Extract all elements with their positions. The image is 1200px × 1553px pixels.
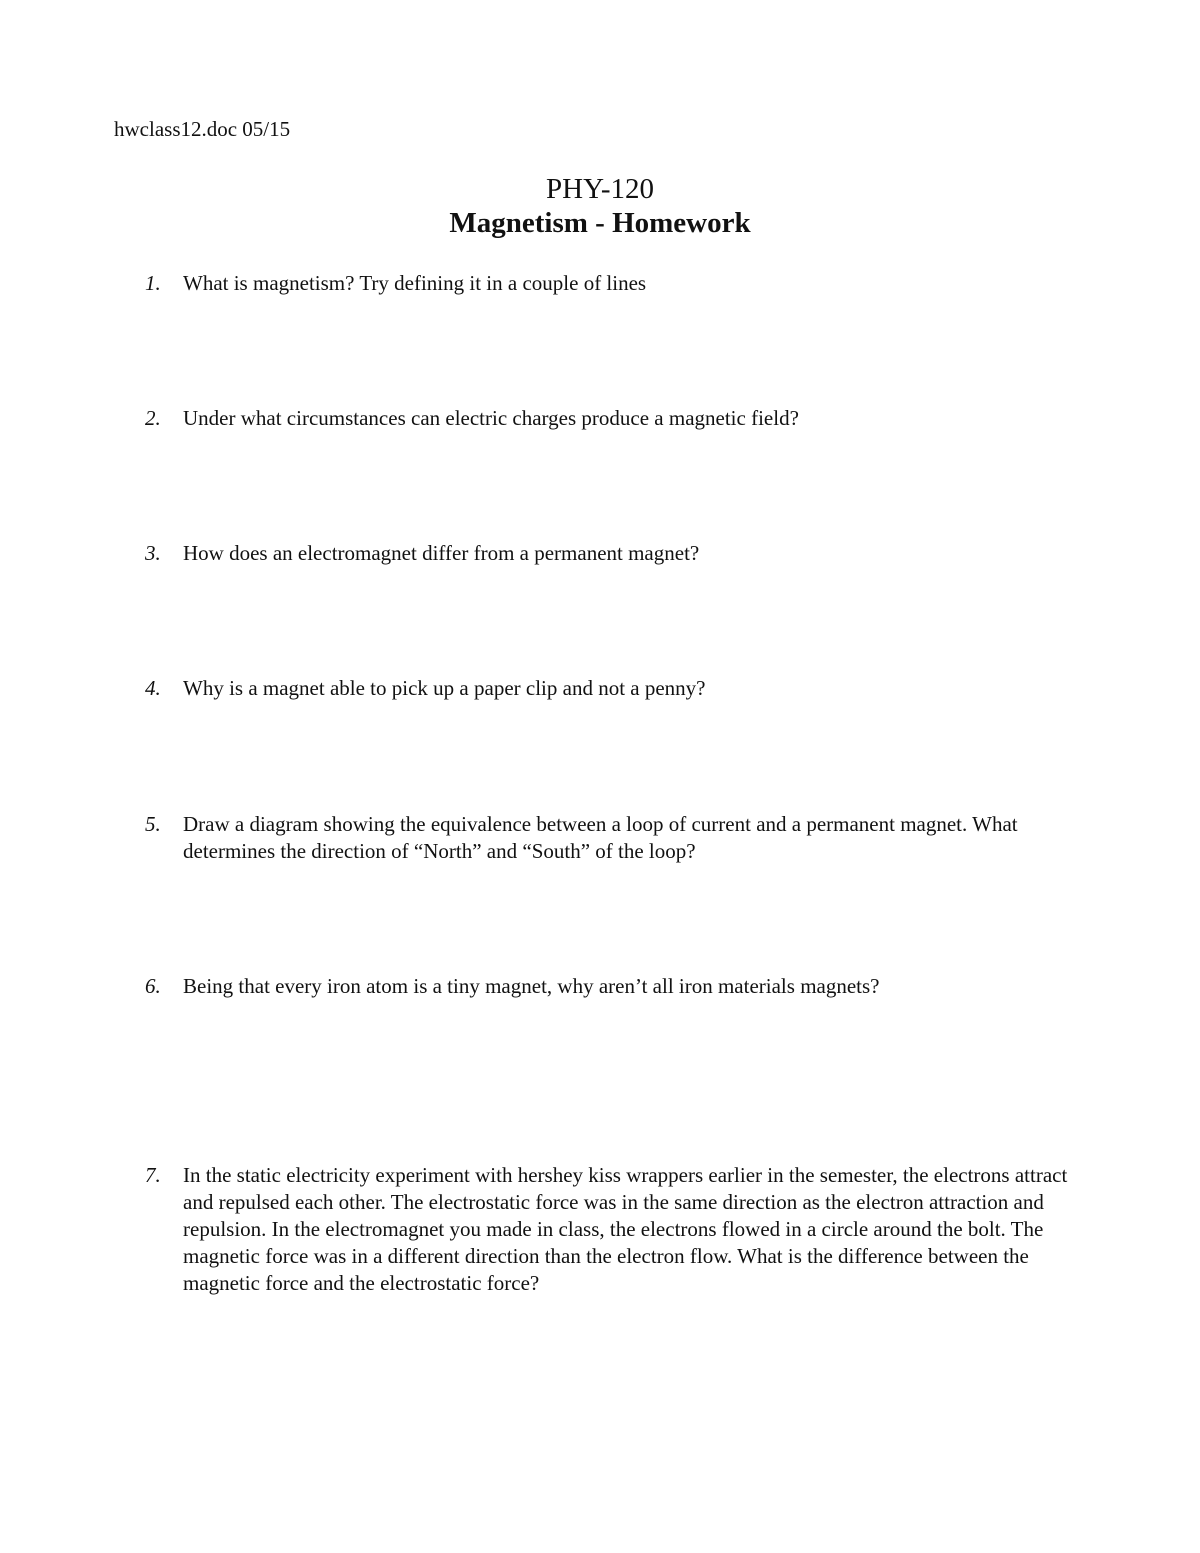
question-text: Being that every iron atom is a tiny magnet, why aren’t all iron materials magnets? <box>183 974 880 998</box>
question-4 <box>145 675 1075 702</box>
question-1 <box>145 270 1075 297</box>
question-number: 4. <box>145 676 161 700</box>
question-text: Under what circumstances can electric charges produce a magnetic field? <box>183 406 799 430</box>
file-info: hwclass12.doc 05/15 <box>114 117 291 141</box>
question-text: In the static electricity experiment with hershey kiss wrappers earlier in the semester, the electrons attract and repulsed each other. The electrostatic force was in the same direction as the electron attraction and repulsion. In the electromagnet you made in class, the electrons flowed in a circle around the bolt. The magnetic force was in a different direction than the electron flow. What is the difference between the magnetic force and the electrostatic force? <box>183 1163 1068 1295</box>
question-text: Why is a magnet able to pick up a paper clip and not a penny? <box>183 676 706 700</box>
question-2 <box>145 405 1075 432</box>
question-5 <box>145 811 1075 865</box>
question-number: 2. <box>145 406 161 430</box>
question-3 <box>145 540 1075 567</box>
question-number: 6. <box>145 974 161 998</box>
question-number: 5. <box>145 812 161 836</box>
question-number: 3. <box>145 541 161 565</box>
question-text: How does an electromagnet differ from a permanent magnet? <box>183 541 700 565</box>
question-text: What is magnetism? Try defining it in a couple of lines <box>183 271 647 295</box>
question-7 <box>145 1162 1075 1297</box>
question-number: 1. <box>145 271 161 295</box>
question-number: 7. <box>145 1163 161 1187</box>
document-title: Magnetism - Homework <box>449 207 751 239</box>
course-code: PHY-120 <box>546 173 654 205</box>
question-text: Draw a diagram showing the equivalence between a loop of current and a permanent magnet. What determines the direction of “North” and “South” of the loop? <box>183 812 1018 863</box>
question-6 <box>145 973 1075 1000</box>
